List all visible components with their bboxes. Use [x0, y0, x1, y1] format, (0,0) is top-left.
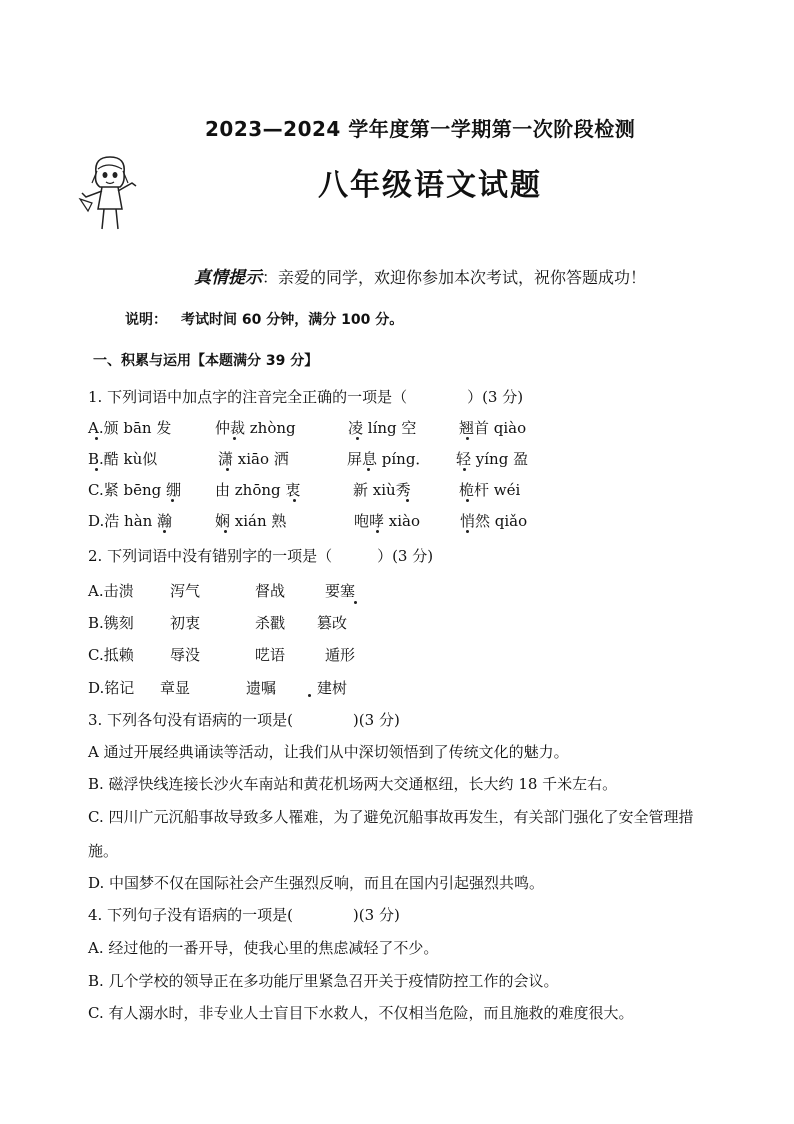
instructions-text: 考试时间 60 分钟，满分 100 分。 [181, 312, 404, 328]
option-cell: 新 xiù秀 [353, 481, 411, 499]
emphasis-dot [224, 530, 227, 533]
option-cell: 杀戳 [255, 614, 286, 632]
option-cell: 建树 [317, 679, 348, 697]
emphasis-dot [308, 694, 311, 697]
option-cell: C.紧 bēng 绷 [88, 481, 181, 499]
emphasis-dot [356, 437, 359, 440]
emphasis-dot [406, 499, 409, 502]
option-cell: 遗嘱 [246, 679, 277, 697]
question-4-option-b: B. 几个学校的领导正在多功能厅里紧急召开关于疫情防控工作的会议。 [88, 972, 559, 990]
option-cell: 篡改 [317, 614, 348, 632]
option-cell: D.铭记 [88, 679, 135, 697]
option-cell: 初衷 [170, 614, 201, 632]
option-cell: 要塞 [325, 582, 356, 600]
emphasis-dot [95, 437, 98, 440]
question-4-option-a: A. 经过他的一番开导，使我心里的焦虑减轻了不少。 [88, 939, 439, 957]
emphasis-dot [226, 468, 229, 471]
option-cell: 凌 líng 空 [348, 419, 417, 437]
emphasis-dot [466, 437, 469, 440]
question-3-option-b: B. 磁浮快线连接长沙火车南站和黄花机场两大交通枢纽，长大约 18 千米左右。 [88, 775, 618, 793]
emphasis-dot [376, 530, 379, 533]
emphasis-dot [466, 499, 469, 502]
option-cell: 呓语 [255, 646, 286, 664]
emphasis-dot [233, 437, 236, 440]
option-cell: C.抵赖 [88, 646, 134, 664]
option-cell: 桅杆 wéi [459, 481, 521, 499]
exam-instructions [125, 309, 403, 329]
emphasis-dot [367, 468, 370, 471]
tip-label: 真情提示 [194, 268, 262, 288]
instructions-label: 说明： [125, 312, 167, 328]
section-heading: 一、积累与运用【本题满分 39 分】 [93, 353, 319, 369]
emphasis-dot [163, 530, 166, 533]
question-3-option-a: A 通过开展经典诵读等活动，让我们从中深切领悟到了传统文化的魅力。 [88, 743, 569, 761]
question-2-stem: 2. 下列词语中没有错别字的一项是（ ）(3 分) [88, 547, 434, 565]
option-cell: D.浩 hàn 瀚 [88, 512, 173, 530]
question-3-option-c-continued: 施。 [88, 842, 119, 860]
friendly-tip [194, 263, 646, 288]
option-cell: B.镌刻 [88, 614, 134, 632]
option-cell: 由 zhōng 衷 [215, 481, 301, 499]
option-cell: 咆哮 xiào [354, 512, 420, 530]
option-cell: 潇 xiāo 洒 [218, 450, 289, 468]
option-cell: 翘首 qiào [459, 419, 527, 437]
question-4-option-c: C. 有人溺水时，非专业人士盲目下水救人，不仅相当危险，而且施救的难度很大。 [88, 1004, 634, 1022]
option-cell: 泻气 [170, 582, 201, 600]
option-cell: A.颁 bān 发 [88, 419, 172, 437]
option-cell: 辱没 [170, 646, 201, 664]
mascot-illustration [78, 153, 140, 233]
emphasis-dot [95, 468, 98, 471]
question-3-option-c: C. 四川广元沉船事故导致多人罹难，为了避免沉船事故再发生，有关部门强化了安全管理措 [88, 808, 694, 826]
option-cell: 娴 xián 熟 [215, 512, 287, 530]
question-3-stem: 3. 下列各句没有语病的一项是( )(3 分) [88, 711, 400, 729]
option-cell: 仲裁 zhòng [215, 419, 296, 437]
option-cell: 章显 [160, 679, 191, 697]
emphasis-dot [171, 499, 174, 502]
option-cell: B.酷 kù似 [88, 450, 158, 468]
tip-text: ：亲爱的同学，欢迎你参加本次考试，祝你答题成功！ [262, 268, 647, 287]
exam-subject-title: 八年级语文试题 [318, 168, 542, 203]
emphasis-dot [463, 468, 466, 471]
option-cell: 屏息 píng． [347, 450, 431, 468]
emphasis-dot [293, 499, 296, 502]
exam-title: 2023—2024 学年度第一学期第一次阶段检测 [205, 117, 636, 141]
question-1-stem: 1. 下列词语中加点字的注音完全正确的一项是（ ）(3 分) [88, 388, 524, 406]
option-cell: 轻 yíng 盈 [456, 450, 529, 468]
emphasis-dot [466, 530, 469, 533]
emphasis-dot [354, 601, 357, 604]
option-cell: 悄然 qiǎo [460, 512, 528, 530]
option-cell: A.击溃 [88, 582, 134, 600]
option-cell: 遁形 [325, 646, 356, 664]
option-cell: 督战 [255, 582, 286, 600]
question-3-option-d: D. 中国梦不仅在国际社会产生强烈反响，而且在国内引起强烈共鸣。 [88, 874, 545, 892]
question-4-stem: 4. 下列句子没有语病的一项是( )(3 分) [88, 906, 400, 924]
